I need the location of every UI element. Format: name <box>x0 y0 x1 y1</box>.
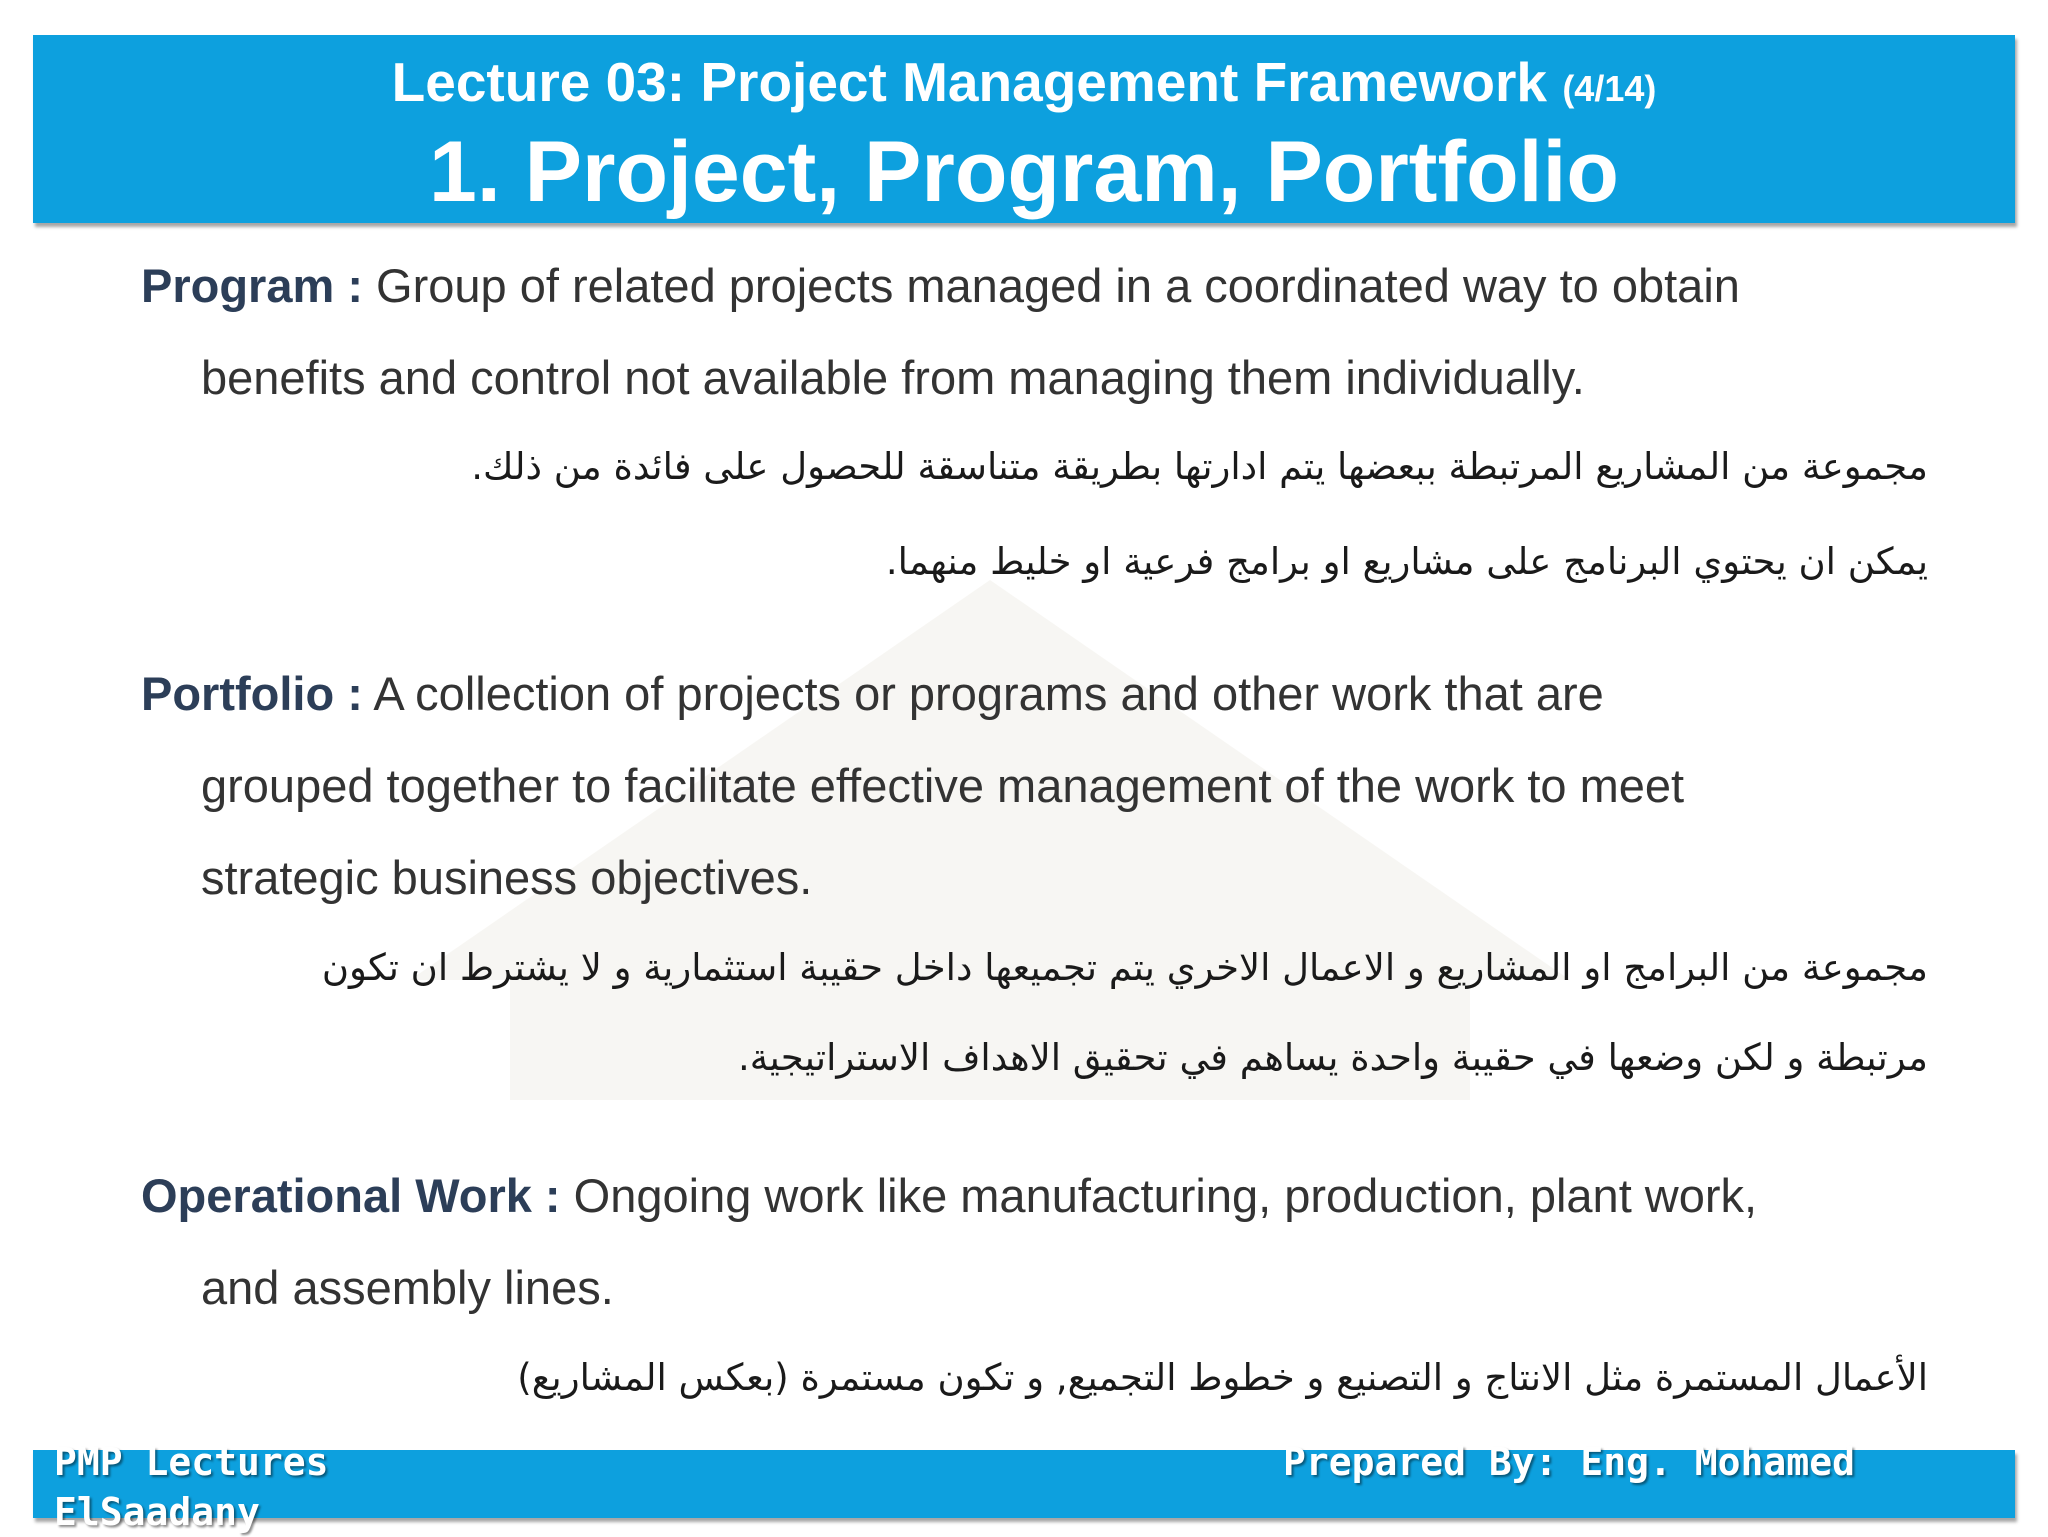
program-arabic-2: يمكن ان يحتوي البرنامج على مشاريع او برامج فرعية او خليط منهما. <box>885 540 1928 583</box>
lecture-subtitle <box>33 47 2015 124</box>
portfolio-term: Portfolio : <box>141 667 363 720</box>
portfolio-arabic-2: مرتبطة و لكن وضعها في حقيبة واحدة يساهم في تحقيق الاهداف الاستراتيجية. <box>737 1036 1928 1079</box>
program-term: Program : <box>141 259 363 312</box>
operational-work-definition <box>141 1150 1941 1334</box>
portfolio-line-3: strategic business objectives. <box>201 851 813 904</box>
program-definition <box>141 240 1941 424</box>
footer-author-label: Prepared By: Eng. Mohamed <box>1283 1440 1855 1484</box>
program-text-1: Group of related projects managed in a coordinated way to obtain <box>363 259 1740 312</box>
program-arabic-1: مجموعة من المشاريع المرتبطة ببعضها يتم ادارتها بطريقة متناسقة للحصول على فائدة من ذلك. <box>471 445 1928 488</box>
operational-arabic-1: الأعمال المستمرة مثل الانتاج و التصنيع و خطوط التجميع, و تكون مستمرة (بعكس المشاريع) <box>517 1356 1928 1399</box>
portfolio-text-1: A collection of projects or programs and other work that are <box>362 667 1604 720</box>
operational-line-2: and assembly lines. <box>201 1261 614 1314</box>
operational-term: Operational Work : <box>141 1169 561 1222</box>
portfolio-definition <box>141 648 1941 924</box>
page-title: 1. Project, Program, Portfolio <box>429 124 1619 220</box>
lecture-subtitle-text: Lecture 03: Project Management Framework <box>391 51 1548 113</box>
slide-number: (4/14) <box>1562 68 1657 109</box>
program-line-2: benefits and control not available from managing them individually. <box>201 351 1585 404</box>
operational-text-1: Ongoing work like manufacturing, production, plant work, <box>560 1169 1758 1222</box>
footer-course-label: PMP Lectures ElSaadany <box>54 1440 329 1534</box>
portfolio-line-1 <box>141 648 1941 740</box>
operational-line-1 <box>141 1150 1941 1242</box>
header-bar <box>33 35 2015 223</box>
portfolio-line-2: grouped together to facilitate effective management of the work to meet <box>201 759 1685 812</box>
portfolio-arabic-1: مجموعة من البرامج او المشاريع و الاعمال الاخري يتم تجميعها داخل حقيبة استثمارية و لا يشترط ان تكون <box>321 946 1928 989</box>
program-line-1 <box>141 240 1941 332</box>
